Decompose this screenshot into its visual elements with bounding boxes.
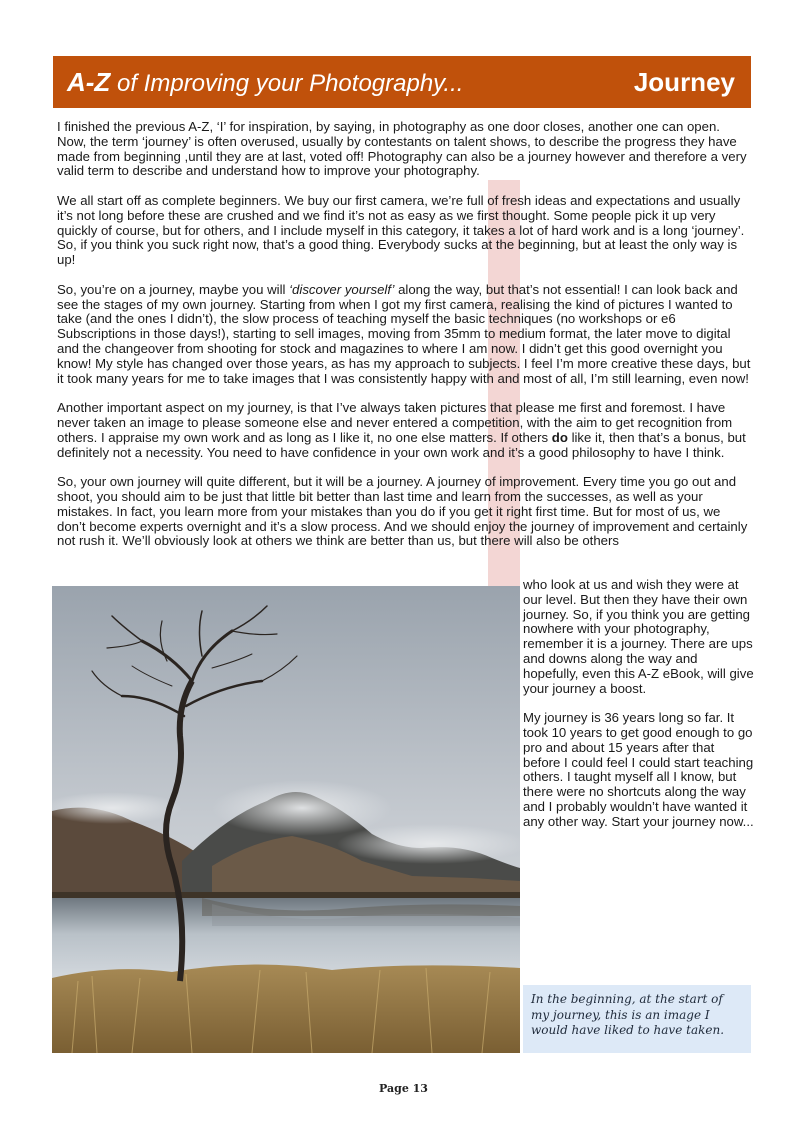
lone-tree-lake-image xyxy=(52,586,520,1053)
page-number: Page 13 xyxy=(379,1082,428,1095)
paragraph-3-text-b: along the way, but that’s not essential! I can look back and see the stages of my own journey. Starting from when I got my first camera, realising the kind of pictures I wanted to take (and the ones I didn’t), the slow process of teaching myself the basic techniques (no workshops or e6 Subscriptions in those days!), starting to sell images, moving from 35mm to medium format, the later move to digital and the changeover from shooting for stock and magazines to where I am now. I didn’t get this good overnight you know! My style has changed over those years, as has my approach to subjects. I feel I’m more creative these days, but it took many years for me to take images that I was consistently happy with and most of all, I’m still learning, even now! xyxy=(57,281,751,386)
paragraph-4 xyxy=(57,401,751,460)
paragraph-4-text-b: like it, then that’s a bonus, but definitely not a necessity. You need to have confidence in your own work and it’s a good philosophy to have I think. xyxy=(57,429,746,460)
paragraph-3 xyxy=(57,283,751,387)
header-banner xyxy=(53,56,751,108)
paragraph-1: I finished the previous A-Z, ‘I’ for inspiration, by saying, in photography as one door closes, another one can open. Now, the term ‘journey’ is often overused, usually by contestants on talent shows, to describe the progress they have made from beginning ,until they are at last, voted off! Photography can also be a journey however and therefore a very valid term to describe and understand how to improve your photography. xyxy=(57,119,747,179)
paragraph-4-text-a: Another important aspect on my journey, is that I’ve always taken pictures that please me first and foremost. I have never taken an image to please someone else and never entered a competition, with the aim to get recognition from others. I appraise my own work and as long as I like it, no one else matters. If others xyxy=(57,400,733,445)
paragraph-3-emphasis: ‘discover yourself’ xyxy=(289,281,395,297)
side-paragraph-2: My journey is 36 years long so far. It took 10 years to get good enough to go pro and about 15 years after that before I could feel I could start teaching others. I taught myself all I know, but there were no shortcuts along the way and I probably wouldn’t have wanted it any other way. Start your journey now... xyxy=(523,710,754,829)
paragraph-2: We all start off as complete beginners. We buy our first camera, we’re full of fresh ideas and expectations and usually it’s not long before these are crushed and we find it’s not as easy as we first thought. Some people pick it up very quickly of course, but for others, and I include myself in this category, it takes a lot of hard work and is a long ‘journey’. So, if you think you suck right now, that’s a good thing. Everybody sucks at the beginning, but at least the only way is up! xyxy=(57,192,745,268)
page-title xyxy=(67,67,463,98)
photo-caption: In the beginning, at the start of my journey, this is an image I would have liked to have taken. xyxy=(523,985,751,1053)
paragraph-3-text-a: So, you’re on a journey, maybe you will xyxy=(57,281,290,297)
title-rest: of Improving your Photography... xyxy=(110,69,464,97)
landscape-photo xyxy=(52,586,520,1053)
section-title: Journey xyxy=(633,66,735,97)
article-body xyxy=(57,120,751,564)
paragraph-4-bold: do xyxy=(551,429,568,445)
side-column xyxy=(523,578,755,844)
paragraph-5: So, your own journey will quite different, but it will be a journey. A journey of improvement. Every time you go out and shoot, you should aim to be just that little bit better than last time and learn from the successes, as well as your mistakes. In fact, you learn more from your mistakes than you do if you get it right first time. But for most of us, we don’t become experts overnight and it’s a slow process. And we should enjoy the journey of improvement and certainly not rush it. We’ll obviously look at others we think are better than us, but there will also be others xyxy=(57,474,748,549)
side-paragraph-1: who look at us and wish they were at our level. But then they have their own journey. So, if you think you are getting nowhere with your photography, remember it is a journey. There are ups and downs along the way and hopefully, even this A-Z eBook, will give your journey a boost. xyxy=(523,577,754,696)
title-az: A-Z xyxy=(67,66,111,97)
